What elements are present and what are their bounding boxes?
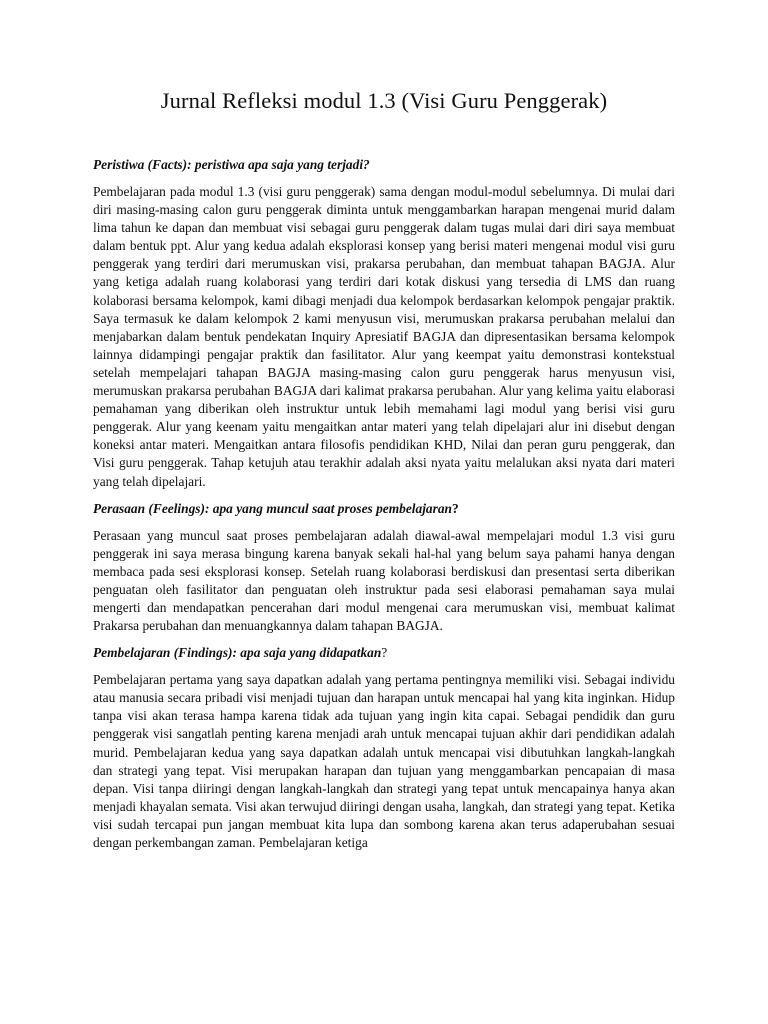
section-heading-tail: ? [381,645,388,661]
section-heading-facts [93,156,675,174]
section-heading-feelings [93,500,675,518]
section-heading-text: Peristiwa (Facts): peristiwa apa saja yang terjadi? [93,157,370,172]
section-facts [93,156,675,491]
document-title: Jurnal Refleksi modul 1.3 (Visi Guru Penggerak) [160,88,608,113]
section-body-findings: Pembelajaran pertama yang saya dapatkan adalah yang pertama pentingnya memiliki visi. Sebagai individu atau manusia secara pribadi visi menjadi tujuan dan harapan untuk mencapai hal yang kita inginkan. Hidup tanpa visi akan terasa hampa karena tidak ada tujuan yang ingin kita capai. Sebagai pendidik dan guru penggerak visi sangatlah penting karena menjadi arah untuk mencapai tujuan akhir dari pendidikan adalah murid. Pembelajaran kedua yang saya dapatkan adalah untuk mencapai visi dibutuhkan langkah-langkah dan strategi yang tepat. Visi merupakan harapan dan tujuan yang menggambarkan pencapaian di masa depan. Visi tanpa diiringi dengan langkah-langkah dan strategi yang tepat untuk mencapainya hanya akan menjadi khayalan semata. Visi akan terwujud diiringi dengan usaha, langkah, dan strategi yang tepat. Ketika visi sudah tercapai pun jangan membuat kita lupa dan sombong karena akan terus adaperubahan sesuai dengan perkembangan zaman. Pembelajaran ketiga [93,672,675,850]
section-heading-findings [93,644,675,662]
section-heading-text: Pembelajaran (Findings): apa saja yang didapatkan [93,645,382,661]
section-body-feelings: Perasaan yang muncul saat proses pembelajaran adalah diawal-awal mempelajari modul 1.3 visi guru penggerak ini saya merasa bingung karena banyak sekali hal-hal yang belum saya pahami hanya dengan membaca pada sesi eksplorasi konsep. Setelah ruang kolaborasi berdiskusi dan presentasi serta diberikan penguatan oleh fasilitator dan penguatan oleh instruktur pada sesi elaborasi pemahaman saya mulai mengerti dan mendapatkan pencerahan dari modul mengenai cara merumuskan visi, membuat kalimat Prakarsa perubahan dan menuangkannya dalam tahapan BAGJA. [93,527,675,634]
section-feelings [93,500,675,636]
section-heading-text: Perasaan (Feelings): apa yang muncul saat proses pembelajaran [93,500,452,516]
section-findings [93,644,675,852]
section-body-facts: Pembelajaran pada modul 1.3 (visi guru penggerak) sama dengan modul-modul sebelumnya. Di mulai dari diri masing-masing calon guru penggerak diminta untuk menggambarkan harapan mengenai murid dalam lima tahun ke dapan dan membuat visi sebagai guru penggerak dalam tugas mulai dari diri saya membuat dalam bentuk ppt. Alur yang kedua adalah eksplorasi konsep yang berisi materi mengenai modul visi guru penggerak yang terdiri dari merumuskan visi, prakarsa perubahan, dan membuat tahapan BAGJA. Alur yang ketiga adalah ruang kolaborasi yang terdiri dari kotak diskusi yang tersedia di LMS dan ruang kolaborasi bersama kelompok, kami dibagi menjadi dua kelompok berdasarkan kelompok pengajar praktik. Saya termasuk ke dalam kelompok 2 kami menyusun visi, merumuskan prakarsa perubahan melalui dan menjabarkan dalam bentuk pendekatan Inquiry Apresiatif BAGJA dan dipresentasikan bersama kelompok lainnya didampingi pengajar praktik dan fasilitator. Alur yang keempat yaitu demonstrasi kontekstual setelah mempelajari tahapan BAGJA masing-masing calon guru penggerak harus menyusun visi, merumuskan prakarsa perubahan BAGJA dari kalimat prakarsa perubahan. Alur yang kelima yaitu elaborasi pemahaman yang diberikan oleh instruktur untuk lebih memahami lagi modul yang berisi visi guru penggerak. Alur yang keenam yaitu mengaitkan antar materi yang telah dipelajari alur ini disebut dengan koneksi antar materi. Mengaitkan antara filosofis pendidikan KHD, Nilai dan peran guru penggerak, dan Visi guru penggerak. Tahap ketujuh atau terakhir adalah aksi nyata yaitu melalukan aksi nyata dari materi yang telah dipelajari. [93,184,675,489]
section-heading-tail: ? [451,500,459,516]
